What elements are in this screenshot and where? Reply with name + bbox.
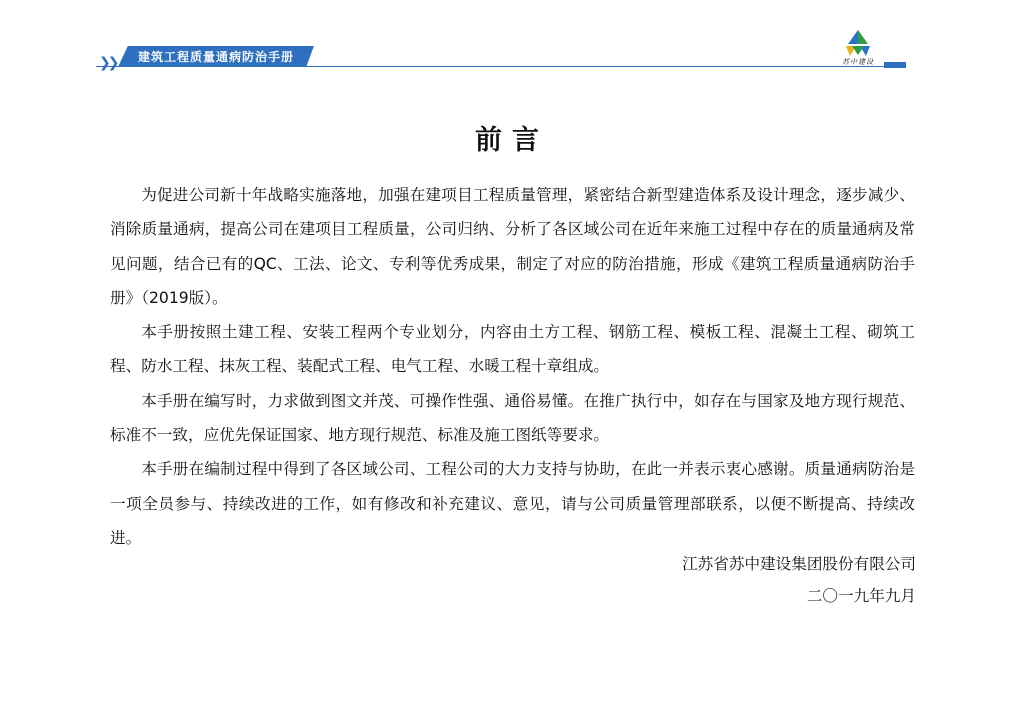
body-text [110,178,915,555]
paragraph: 本手册在编制过程中得到了各区域公司、工程公司的大力支持与协助，在此一并表示衷心感谢。质量通病防治是一项全员参与、持续改进的工作，如有修改和补充建议、意见，请与公司质量管理部联系，以便不断提高、持续改进。 [110,460,915,547]
paragraph: 为促进公司新十年战略实施落地，加强在建项目工程质量管理，紧密结合新型建造体系及设计理念，逐步减少、消除质量通病，提高公司在建项目工程质量，公司归纳、分析了各区域公司在近年来施工过程中存在的质量通病及常见问题，结合已有的QC、工法、论文、专利等优秀成果，制定了对应的防治措施，形成《建筑工程质量通病防治手册》（2019版）。 [110,186,915,307]
signature-date: 二〇一九年九月 [806,587,916,605]
paragraph: 本手册在编写时，力求做到图文并茂、可操作性强、通俗易懂。在推广执行中，如存在与国家及地方现行规范、标准不一致，应优先保证国家、地方现行规范、标准及施工图纸等要求。 [110,391,915,445]
header-tail-bar [884,62,906,68]
page-title: 前言 [475,125,549,156]
chevron-double-right-icon: ❯❯ [99,55,117,71]
signature-company: 江苏省苏中建设集团股份有限公司 [682,555,916,573]
paragraph: 本手册按照土建工程、安装工程两个专业划分，内容由土方工程、钢筋工程、模板工程、混凝土工程、砌筑工程、防水工程、抹灰工程、装配式工程、电气工程、水暖工程十章组成。 [110,323,915,376]
header-title: 建筑工程质量通病防治手册 [138,50,295,64]
logo-text: 苏中建设 [842,58,874,66]
